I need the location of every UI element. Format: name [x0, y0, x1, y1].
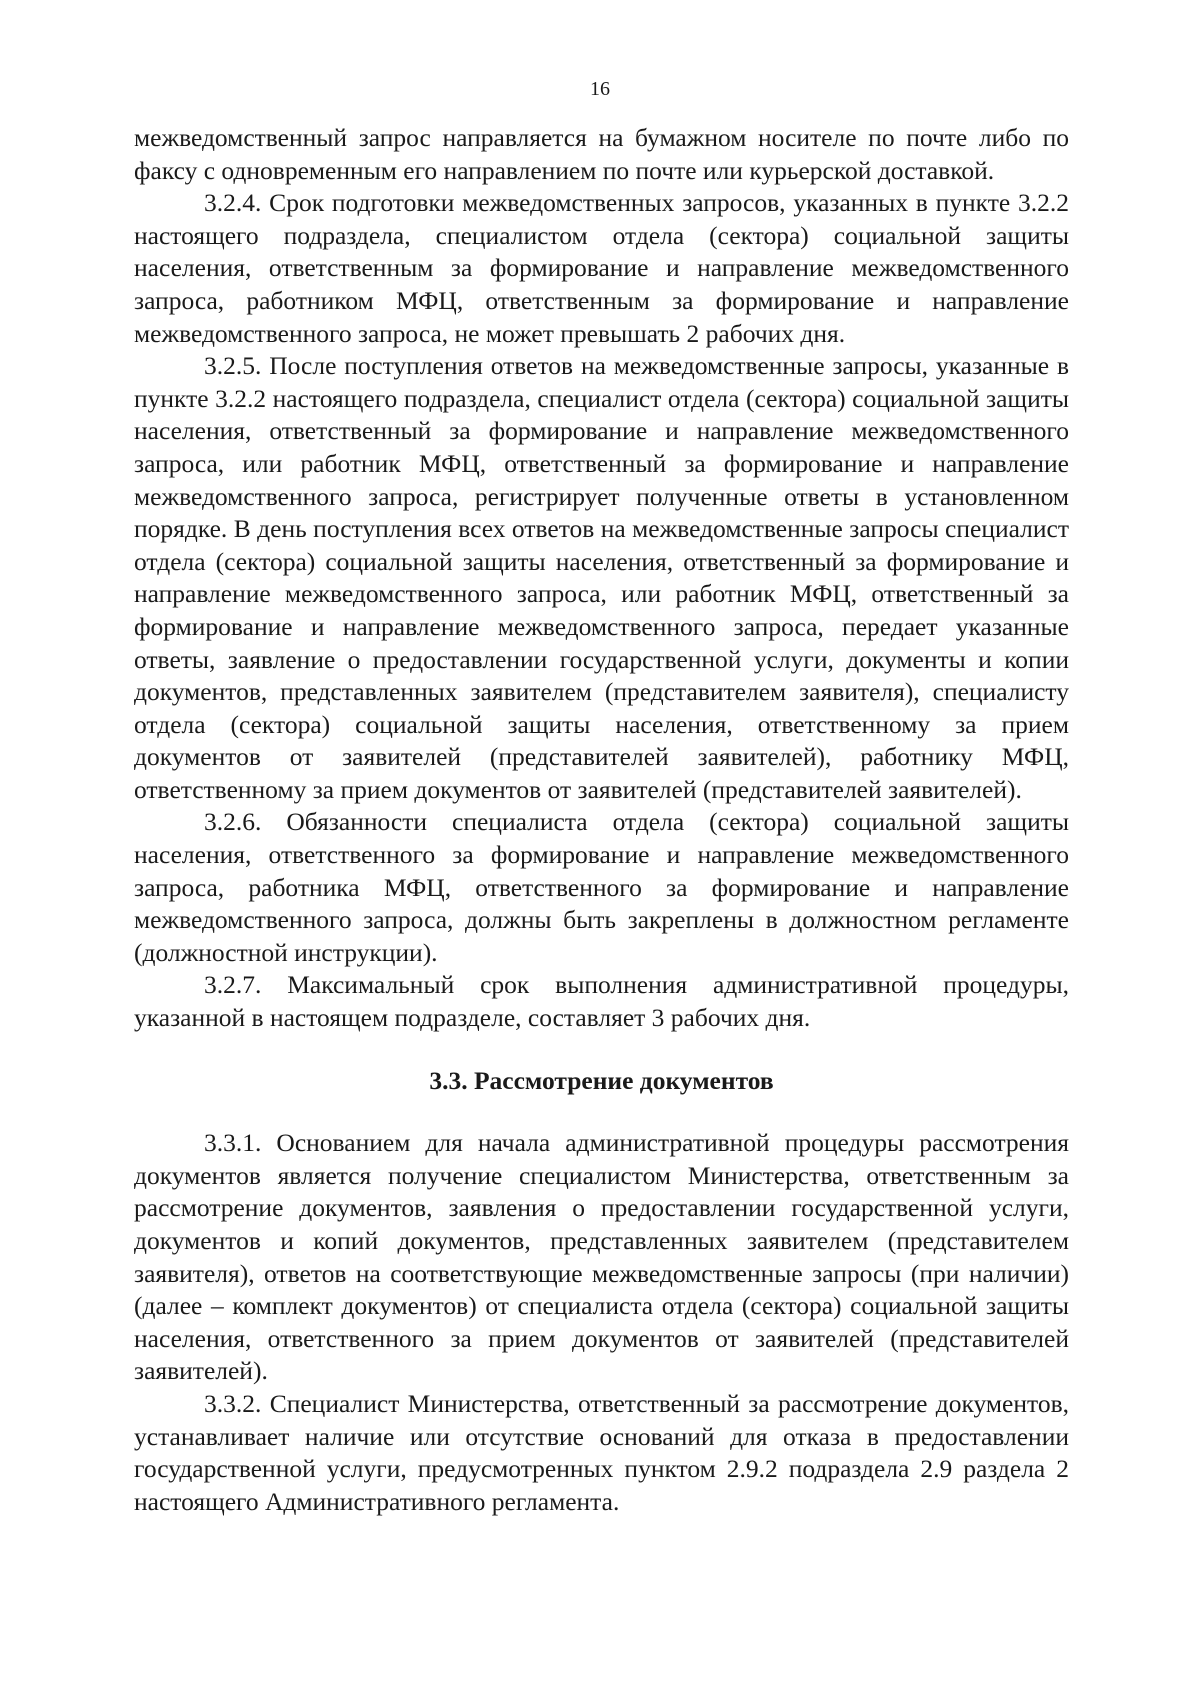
- paragraph-3-2-4: 3.2.4. Срок подготовки межведомственных запросов, указанных в пункте 3.2.2 настоящего подраздела, специалистом отдела (сектора) социальной защиты населения, ответственным за формирование и направление межведомственного запроса, работником МФЦ, ответственным за формирование и направление межведомственного запроса, не может превышать 2 рабочих дня.: [134, 188, 1069, 348]
- paragraph-3-2-6: 3.2.6. Обязанности специалиста отдела (сектора) социальной защиты населения, ответственного за формирование и направление межведомственного запроса, работника МФЦ, ответственного за формирование и направление межведомственного запроса, должны быть закреплены в должностном регламенте (должностной инструкции).: [134, 807, 1069, 967]
- paragraph-3-2-7: 3.2.7. Максимальный срок выполнения административной процедуры, указанной в настоящем подразделе, составляет 3 рабочих дня.: [134, 970, 1069, 1033]
- paragraph-3-3-1: 3.3.1. Основанием для начала административной процедуры рассмотрения документов является получение специалистом Министерства, ответственным за рассмотрение документов, заявления о предоставлении государственной услуги, документов и копий документов, представленных заявителем (представителем заявителя), ответов на соответствующие межведомственные запросы (при наличии) (далее – комплект документов) от специалиста отдела (сектора) социальной защиты населения, ответственного за прием документов от заявителей (представителей заявителей).: [134, 1128, 1069, 1386]
- page-number: 16: [590, 78, 610, 100]
- document-body: [134, 122, 1069, 1518]
- section-heading: 3.3. Рассмотрение документов: [429, 1065, 774, 1095]
- paragraph-3-3-2: 3.3.2. Специалист Министерства, ответственный за рассмотрение документов, устанавливает наличие или отсутствие оснований для отказа в предоставлении государственной услуги, предусмотренных пунктом 2.9.2 подраздела 2.9 раздела 2 настоящего Административного регламента.: [134, 1388, 1069, 1516]
- paragraph-3-2-5: 3.2.5. После поступления ответов на межведомственные запросы, указанные в пункте 3.2.2 настоящего подраздела, специалист отдела (сектора) социальной защиты населения, ответственный за формирование и направление межведомственного запроса, или работник МФЦ, ответственный за формирование и направление межведомственного запроса, регистрирует полученные ответы в установленном порядке. В день поступления всех ответов на межведомственные запросы специалист отдела (сектора) социальной защиты населения, ответственный за формирование и направление межведомственного запроса, или работник МФЦ, ответственный за формирование и направление межведомственного запроса, передает указанные ответы, заявление о предоставлении государственной услуги, документы и копии документов, представленных заявителем (представителем заявителя), специалисту отдела (сектора) социальной защиты населения, ответственному за прием документов от заявителей (представителей заявителей), работнику МФЦ, ответственному за прием документов от заявителей (представителей заявителей).: [134, 351, 1069, 804]
- paragraph-continuation: межведомственный запрос направляется на бумажном носителе по почте либо по факсу с одновременным его направлением по почте или курьерской доставкой.: [134, 123, 1069, 185]
